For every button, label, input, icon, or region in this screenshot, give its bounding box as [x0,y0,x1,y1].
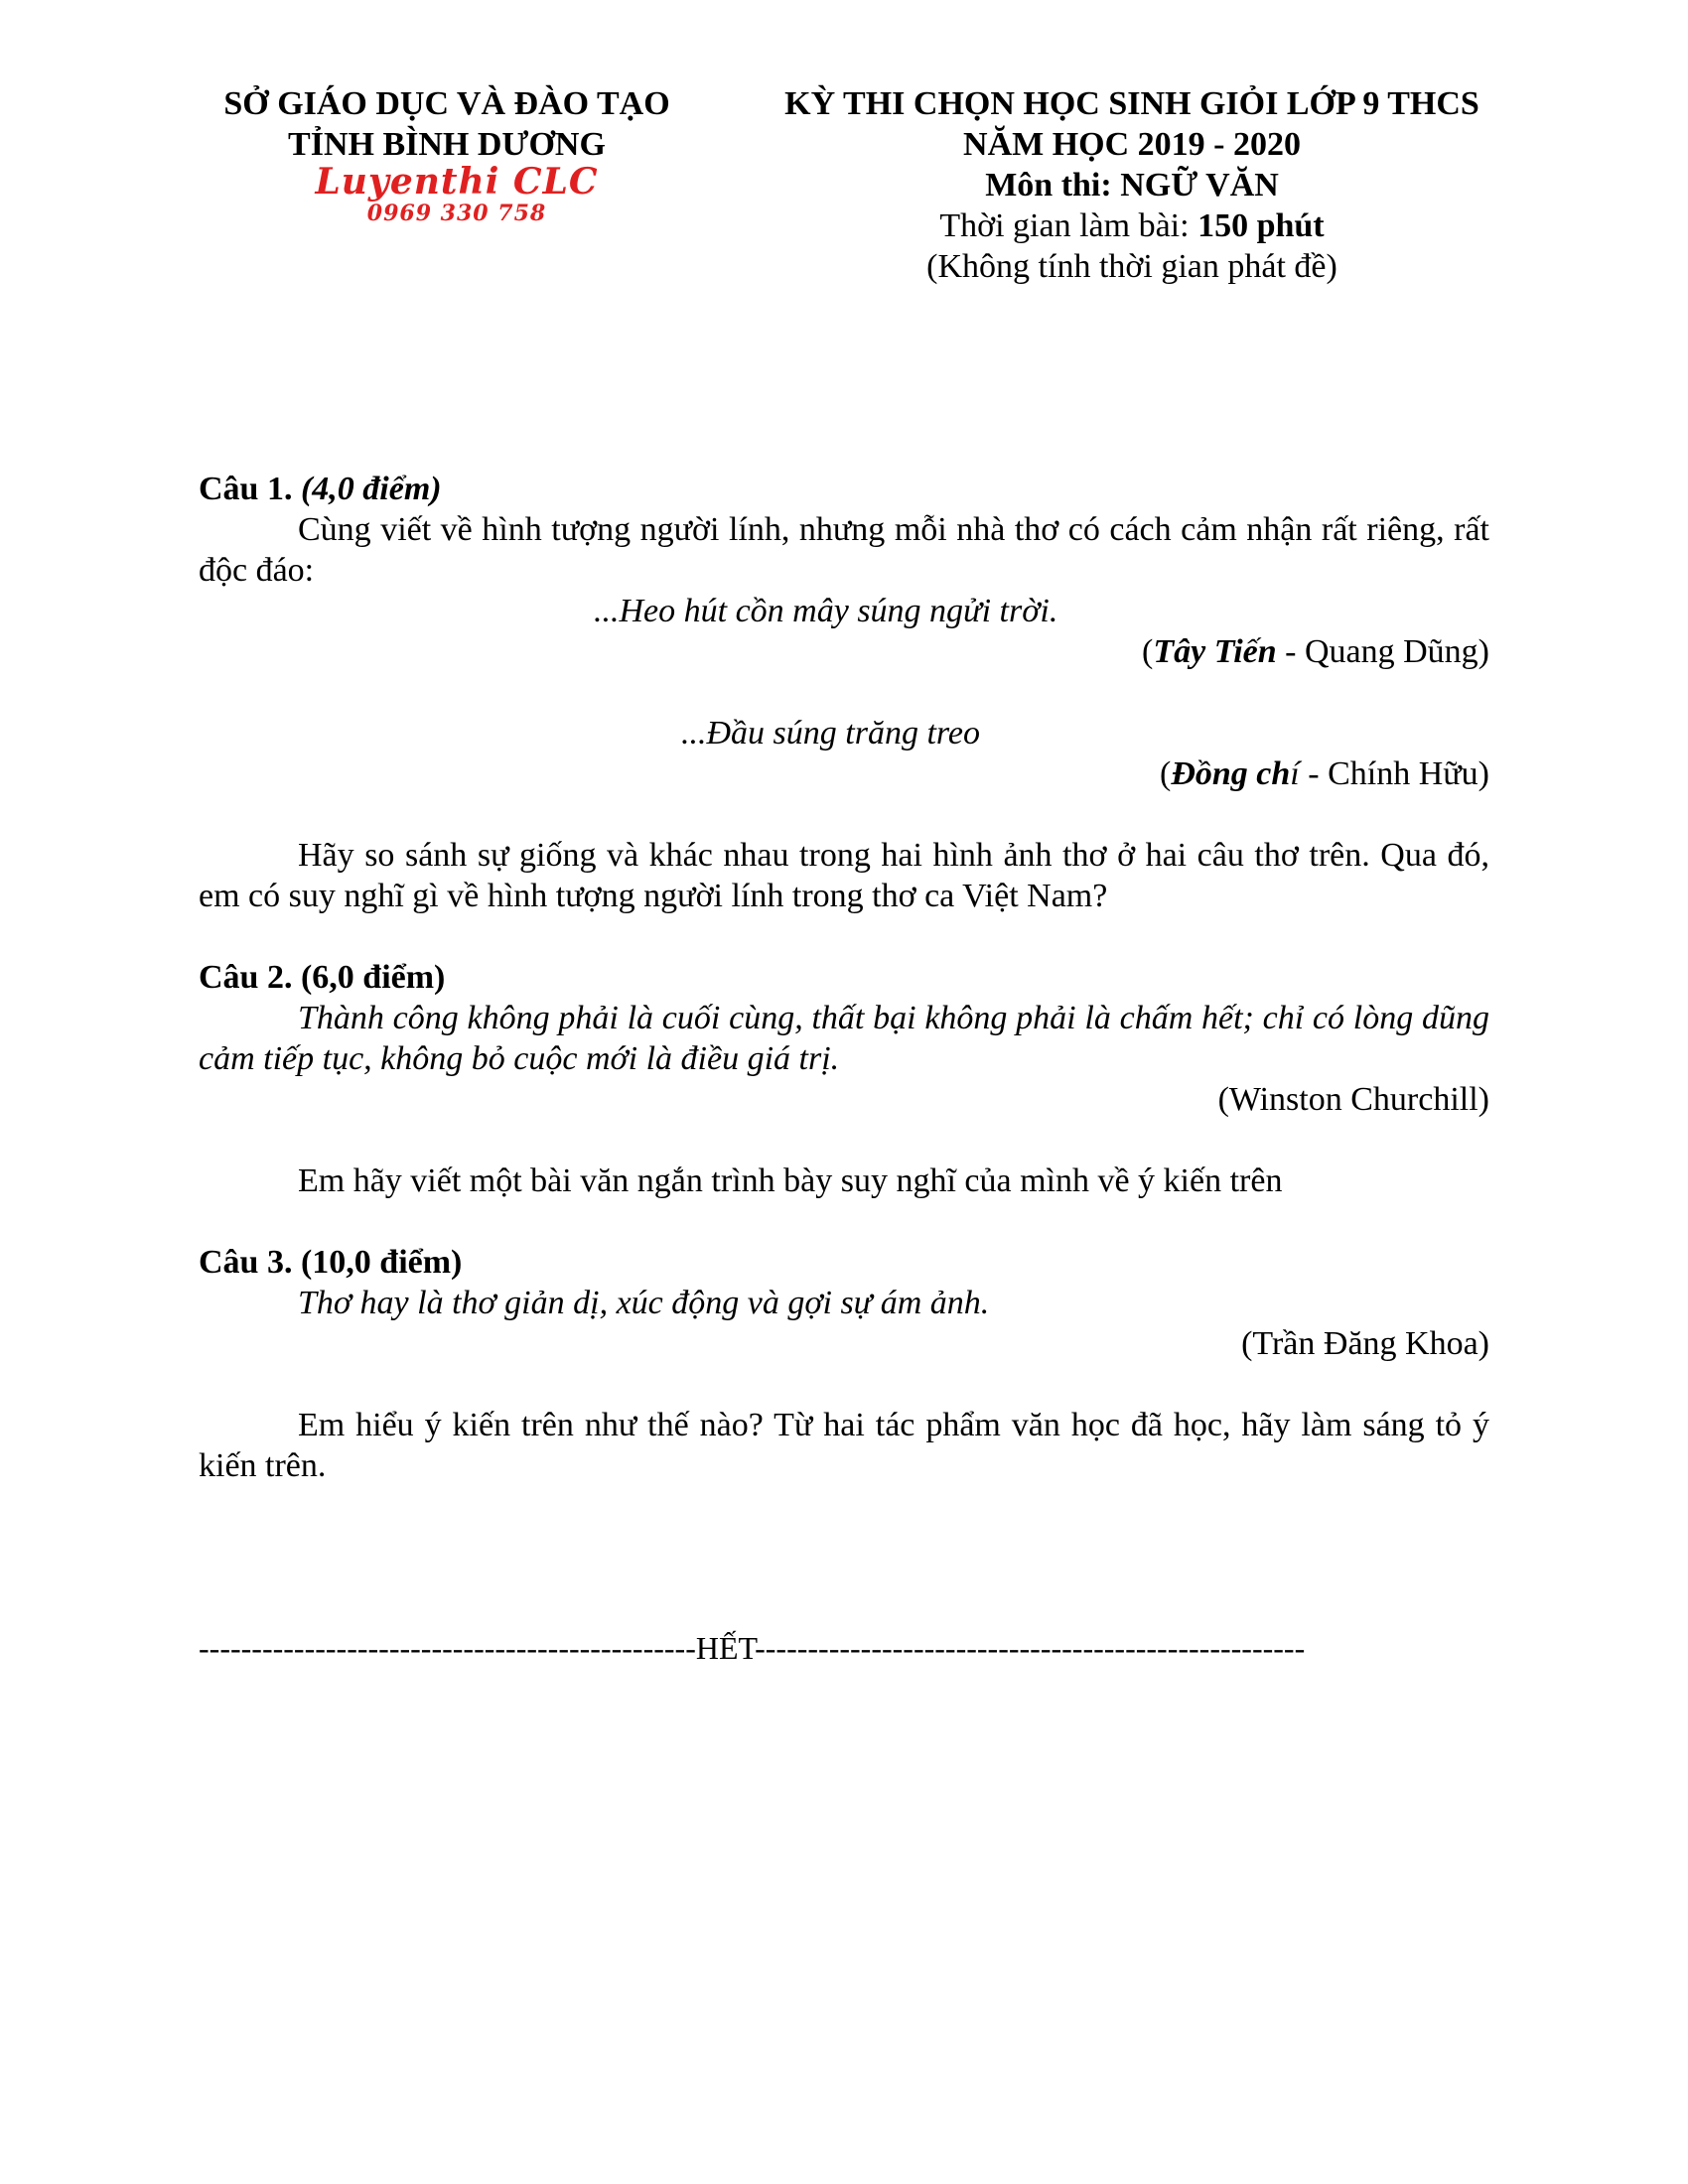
verse-2-source [199,753,1489,794]
question-3-task: Em hiểu ý kiến trên như thế nào? Từ hai tác phẩm văn học đã học, hãy làm sáng tỏ ý kiến trên. [199,1407,1489,1484]
verse-1: ...Heo hút cồn mây súng ngửi trời. [594,593,1058,629]
question-2-source: (Winston Churchill) [1217,1081,1489,1118]
source-2-open: ( [1160,755,1172,792]
source-2-work-tail: í [1290,755,1300,792]
time-value: 150 phút [1197,207,1325,244]
exam-title: KỲ THI CHỌN HỌC SINH GIỎI LỚP 9 THCS [784,85,1479,122]
source-1-open: ( [1142,633,1154,670]
logo-phone: 0969 330 758 [366,201,547,226]
exam-info-block [735,83,1529,287]
source-1-work: Tây Tiến [1153,633,1277,670]
question-3-quote: Thơ hay là thơ giản dị, xúc động và gợi sự ám ảnh. [298,1285,990,1321]
question-1-points: (4,0 điểm) [300,471,442,507]
verse-2: ...Đầu súng trăng treo [681,715,980,751]
subject-line [735,165,1529,205]
question-3-title: Câu 3. (10,0 điểm) [199,1244,463,1281]
question-1-task: Hãy so sánh sự giống và khác nhau trong hai hình ảnh thơ ở hai câu thơ trên. Qua đó, em có suy nghĩ gì về hình tượng người lính trong thơ ca Việt Nam? [199,837,1489,914]
time-line [735,205,1529,246]
school-year: NĂM HỌC 2019 - 2020 [963,126,1301,163]
question-2-task: Em hãy viết một bài văn ngắn trình bày suy nghĩ của mình về ý kiến trên [298,1162,1283,1199]
province-name: TỈNH BÌNH DƯƠNG [288,126,606,163]
exam-questions [199,469,1489,1486]
source-2-author: - Chính Hữu) [1299,755,1489,792]
subject-label: Môn thi: [985,167,1121,204]
question-1-intro: Cùng viết về hình tượng người lính, nhưng mỗi nhà thơ có cách cảm nhận rất riêng, rất độc đáo: [199,511,1489,589]
department-name: SỞ GIÁO DỤC VÀ ĐÀO TẠO [223,85,670,122]
question-3-source: (Trần Đăng Khoa) [1241,1325,1489,1362]
question-1-label: Câu 1. [199,471,301,507]
logo-name: Luyenthi CLC [315,161,599,203]
end-marker: -----------------------------------------------HẾT---------------------------------------------------- [199,1630,1306,1666]
source-1-author: - Quang Dũng) [1276,633,1489,670]
verse-1-source [199,631,1489,672]
subject-value: NGỮ VĂN [1120,167,1279,204]
question-2-title: Câu 2. (6,0 điểm) [199,959,446,996]
question-1-title [199,469,1489,509]
watermark-logo [298,162,616,225]
time-label: Thời gian làm bài: [939,207,1198,244]
question-2-quote: Thành công không phải là cuối cùng, thất bại không phải là chấm hết; chỉ có lòng dũng cảm tiếp tục, không bỏ cuộc mới là điều giá trị. [199,1000,1489,1077]
issuer-block [199,83,695,165]
time-note: (Không tính thời gian phát đề) [926,248,1337,285]
source-2-work: Đồng ch [1171,755,1291,792]
